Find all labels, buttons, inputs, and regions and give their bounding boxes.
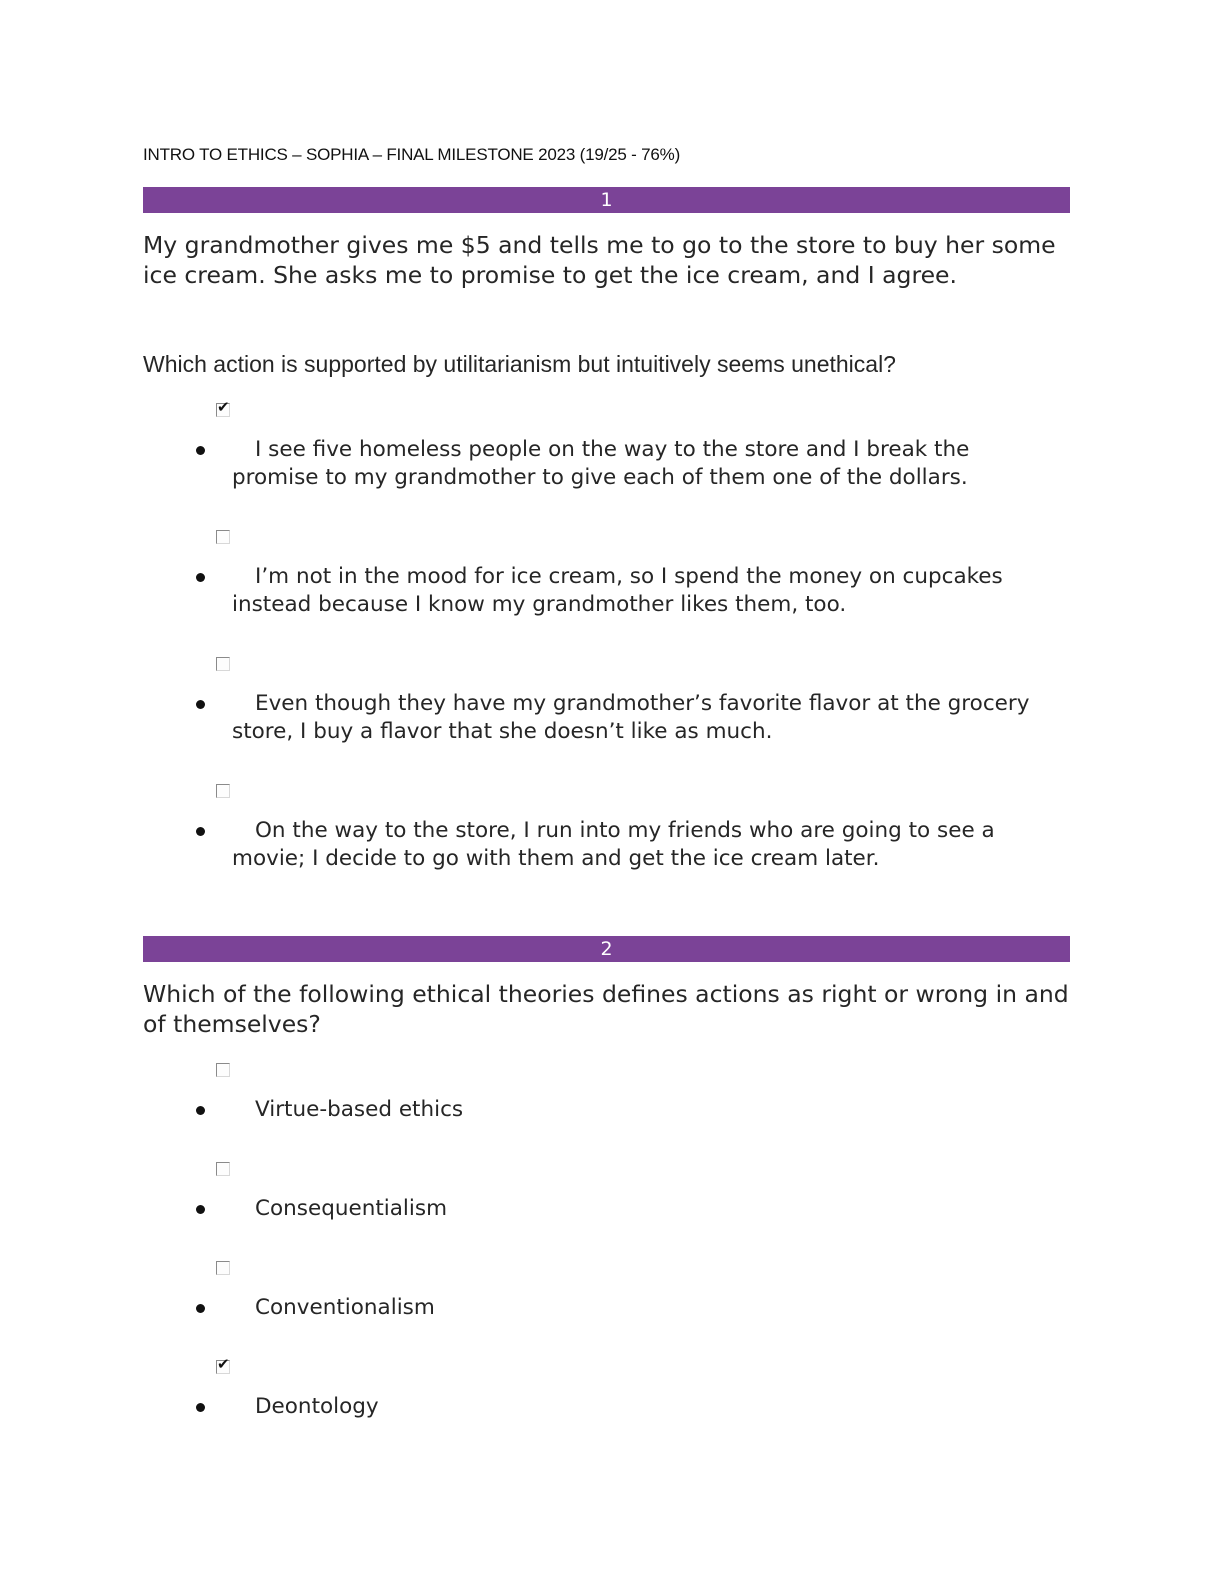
- document-title: INTRO TO ETHICS – SOPHIA – FINAL MILESTONE 2023 (19/25 - 76%): [143, 145, 681, 164]
- bullet-icon: [196, 446, 205, 455]
- question-2-option-4-checkbox[interactable]: [216, 1355, 230, 1374]
- bullet-icon: [196, 1304, 205, 1313]
- question-1-option-1-checkbox[interactable]: [216, 398, 230, 417]
- option-label: On the way to the store, I run into my friends who are going to see a movie; I decide to go with them and get the ice cream later.: [232, 818, 995, 871]
- question-2-number-bar: [143, 936, 1070, 962]
- option-label: Deontology: [255, 1394, 379, 1419]
- option-label: I’m not in the mood for ice cream, so I spend the money on cupcakes instead because I know my grandmother likes them, too.: [232, 564, 1003, 617]
- question-2-option-3-checkbox[interactable]: [216, 1261, 230, 1275]
- question-1-option-1[interactable]: [232, 436, 1062, 492]
- question-2-prompt: Which of the following ethical theories defines actions as right or wrong in and of themselves?: [143, 980, 1069, 1038]
- question-2-number: 2: [600, 938, 613, 960]
- option-label: Conventionalism: [255, 1295, 435, 1320]
- question-2-option-4[interactable]: [232, 1393, 1062, 1421]
- option-label: Virtue-based ethics: [255, 1097, 464, 1122]
- question-2-option-2-checkbox[interactable]: [216, 1162, 230, 1176]
- option-label: I see five homeless people on the way to the store and I break the promise to my grandmother to give each of them one of the dollars.: [232, 437, 970, 490]
- bullet-icon: [196, 700, 205, 709]
- bullet-icon: [196, 1106, 205, 1115]
- bullet-icon: [196, 1403, 205, 1412]
- question-2-option-1[interactable]: [232, 1096, 1062, 1124]
- checkmark-icon: ✔: [217, 1355, 230, 1373]
- question-1-option-4-checkbox[interactable]: [216, 784, 230, 798]
- option-label: Even though they have my grandmother’s favorite flavor at the grocery store, I buy a flavor that she doesn’t like as much.: [232, 691, 1030, 744]
- question-1-prompt: Which action is supported by utilitarianism but intuitively seems unethical?: [143, 351, 896, 377]
- option-label: Consequentialism: [255, 1196, 448, 1221]
- question-1-number-bar: [143, 187, 1070, 213]
- question-1-option-2-checkbox[interactable]: [216, 530, 230, 544]
- bullet-icon: [196, 573, 205, 582]
- question-2-option-2[interactable]: [232, 1195, 1062, 1223]
- question-1-option-4[interactable]: [232, 817, 1062, 873]
- bullet-icon: [196, 1205, 205, 1214]
- question-1-option-3-checkbox[interactable]: [216, 657, 230, 671]
- checkmark-icon: ✔: [217, 398, 230, 416]
- question-1-number: 1: [600, 189, 613, 211]
- question-1-option-2[interactable]: [232, 563, 1062, 619]
- question-1-scenario: My grandmother gives me $5 and tells me to go to the store to buy her some ice cream. She asks me to promise to get the ice cream, and I agree.: [143, 231, 1056, 289]
- bullet-icon: [196, 827, 205, 836]
- question-2-option-1-checkbox[interactable]: [216, 1063, 230, 1077]
- question-1-option-3[interactable]: [232, 690, 1062, 746]
- question-2-option-3[interactable]: [232, 1294, 1062, 1322]
